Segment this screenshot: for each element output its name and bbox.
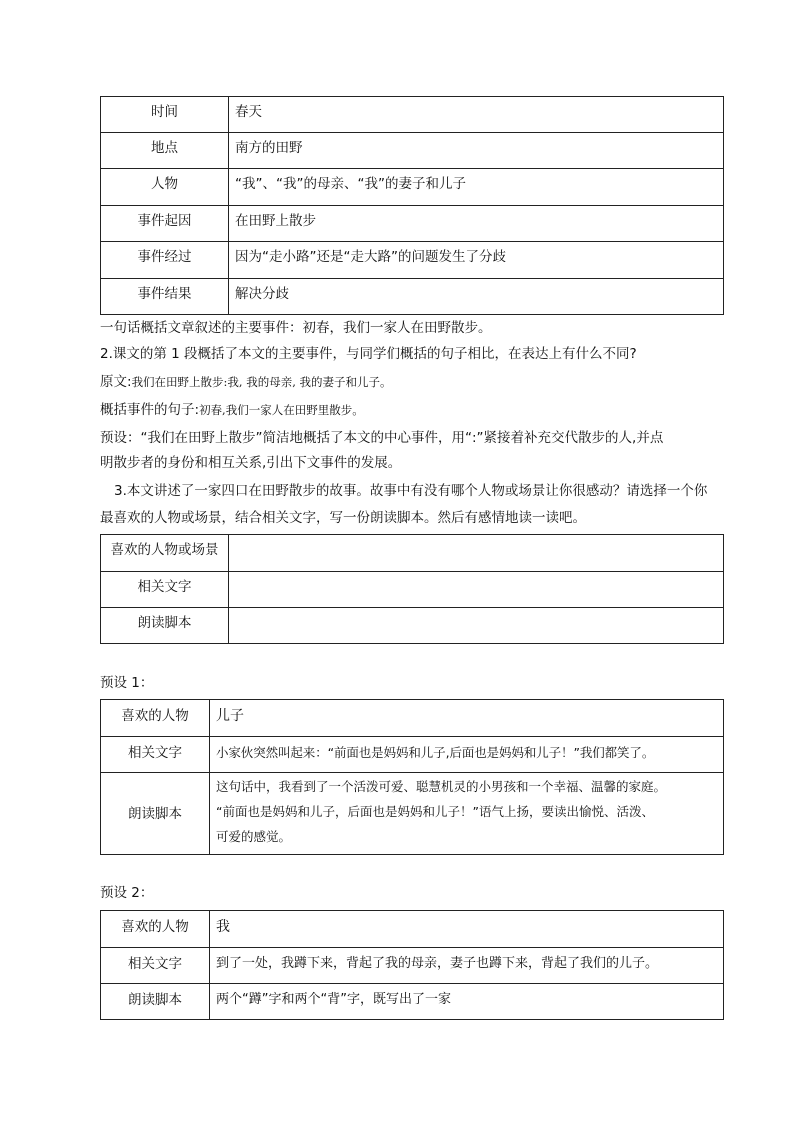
preset-2-table bbox=[100, 910, 724, 1020]
row-value: “我”、“我”的母亲、“我”的妻子和儿子 bbox=[229, 169, 724, 206]
row-value: 南方的田野 bbox=[229, 133, 724, 169]
summary-event-label: 概括事件的句子: bbox=[100, 402, 200, 418]
table-row bbox=[101, 133, 724, 169]
row-label: 事件经过 bbox=[101, 242, 229, 279]
row-label: 相关文字 bbox=[101, 737, 210, 773]
reading-script-worksheet bbox=[100, 534, 724, 644]
summary-event-sentence bbox=[100, 398, 364, 422]
table-row bbox=[101, 97, 724, 133]
table-row bbox=[101, 535, 724, 572]
row-label: 喜欢的人物或场景 bbox=[101, 535, 229, 572]
story-elements-table bbox=[100, 96, 724, 315]
preset-2-title: 预设 2： bbox=[100, 885, 154, 901]
table-row bbox=[101, 279, 724, 315]
row-label: 时间 bbox=[101, 97, 229, 133]
row-value[interactable] bbox=[229, 608, 724, 644]
table-row bbox=[101, 984, 724, 1020]
row-label: 人物 bbox=[101, 169, 229, 206]
row-label: 相关文字 bbox=[101, 572, 229, 608]
preset-1-title: 预设 1： bbox=[100, 675, 154, 691]
table-row bbox=[101, 242, 724, 279]
row-value: 小家伙突然叫起来：“前面也是妈妈和儿子,后面也是妈妈和儿子！”我们都笑了。 bbox=[210, 737, 724, 773]
row-label: 喜欢的人物 bbox=[101, 911, 210, 948]
table-row bbox=[101, 911, 724, 948]
row-value: 儿子 bbox=[210, 700, 724, 737]
row-label: 相关文字 bbox=[101, 948, 210, 984]
row-label: 地点 bbox=[101, 133, 229, 169]
question-3-line-2: 最喜欢的人物或场景，结合相关文字，写一份朗读脚本。然后有感情地读一读吧。 bbox=[100, 510, 586, 526]
original-sentence bbox=[100, 370, 392, 394]
script-line: “前面也是妈妈和儿子，后面也是妈妈和儿子！”语气上扬，要读出愉悦、活泼、 bbox=[216, 804, 654, 819]
row-value: 因为“走小路”还是“走大路”的问题发生了分歧 bbox=[229, 242, 724, 279]
preset-answer-line-1: 预设：“我们在田野上散步”简洁地概括了本文的中心事件，用“:”紧接着补充交代散步的人,并点 bbox=[100, 430, 664, 446]
table-row bbox=[101, 773, 724, 855]
table-row bbox=[101, 737, 724, 773]
script-line: 这句话中，我看到了一个活泼可爱、聪慧机灵的小男孩和一个幸福、温馨的家庭。 bbox=[216, 779, 667, 794]
row-label: 朗读脚本 bbox=[101, 608, 229, 644]
question-2: 2.课文的第 1 段概括了本文的主要事件，与同学们概括的句子相比，在表达上有什么不同? bbox=[100, 346, 637, 362]
row-value bbox=[210, 773, 724, 855]
question-3-line-1: 3.本文讲述了一家四口在田野散步的故事。故事中有没有哪个人物或场景让你很感动？请选择一个你 bbox=[114, 483, 708, 499]
row-value[interactable] bbox=[229, 535, 724, 572]
preset-answer-line-2: 明散步者的身份和相互关系,引出下文事件的发展。 bbox=[100, 455, 402, 471]
row-value: 两个“蹲”字和两个“背”字，既写出了一家 bbox=[210, 984, 724, 1020]
row-label: 事件结果 bbox=[101, 279, 229, 315]
row-label: 事件起因 bbox=[101, 206, 229, 242]
row-value[interactable] bbox=[229, 572, 724, 608]
table-row bbox=[101, 700, 724, 737]
table-row bbox=[101, 169, 724, 206]
preset-1-table bbox=[100, 699, 724, 855]
row-value: 解决分歧 bbox=[229, 279, 724, 315]
row-value: 到了一处，我蹲下来，背起了我的母亲，妻子也蹲下来，背起了我们的儿子。 bbox=[210, 948, 724, 984]
original-text: 我们在田野上散步:我, 我的母亲, 我的妻子和儿子。 bbox=[131, 375, 392, 389]
row-value: 春天 bbox=[229, 97, 724, 133]
table-row bbox=[101, 608, 724, 644]
original-label: 原文: bbox=[100, 374, 132, 390]
row-label: 朗读脚本 bbox=[101, 773, 210, 855]
row-value: 我 bbox=[210, 911, 724, 948]
row-label: 喜欢的人物 bbox=[101, 700, 210, 737]
table-row bbox=[101, 206, 724, 242]
script-line: 可爱的感觉。 bbox=[216, 829, 292, 844]
summary-sentence: 一句话概括文章叙述的主要事件：初春，我们一家人在田野散步。 bbox=[100, 320, 492, 336]
summary-event-text: 初春,我们一家人在田野里散步。 bbox=[199, 403, 364, 417]
table-row bbox=[101, 948, 724, 984]
table-row bbox=[101, 572, 724, 608]
row-label: 朗读脚本 bbox=[101, 984, 210, 1020]
row-value: 在田野上散步 bbox=[229, 206, 724, 242]
